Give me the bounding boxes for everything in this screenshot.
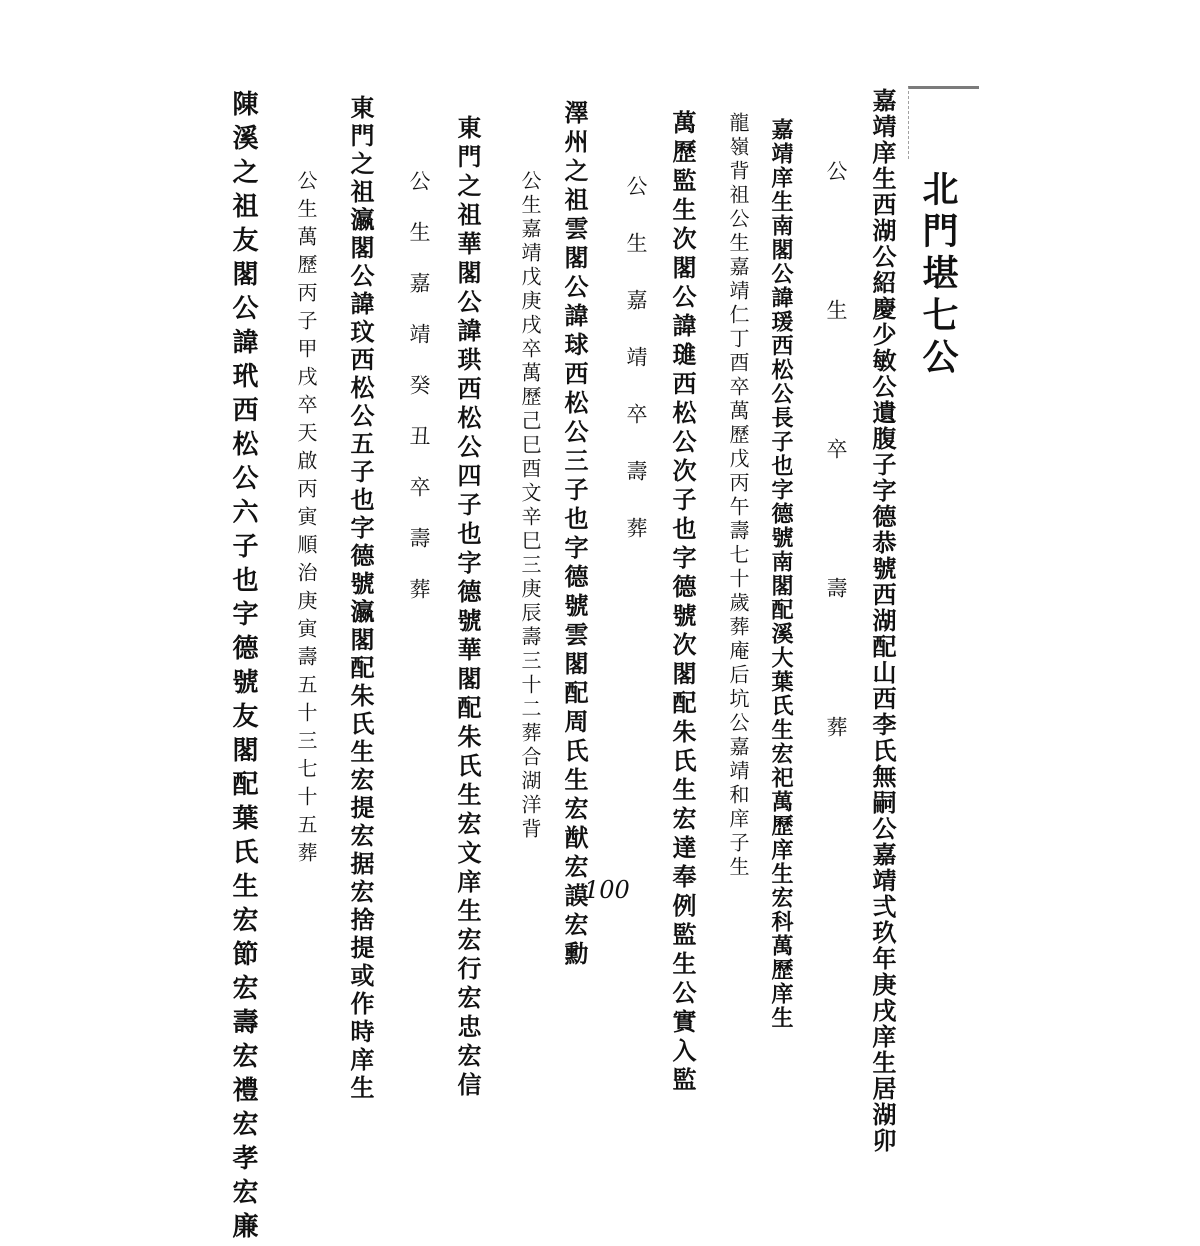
text-column-6: 公生嘉靖卒壽葬 xyxy=(624,175,648,574)
text-column-7: 澤州之祖雲閣公諱球西松公三子也字德號雲閣配周氏生宏猷宏謨宏勳 xyxy=(560,100,589,970)
text-column-4: 龍嶺背祖公生嘉靖仁丁酉卒萬歷戊丙午壽七十歲葬庵后坑公嘉靖和庠子生 xyxy=(726,112,750,880)
text-column-1: 嘉靖庠生西湖公紹慶少敏公遺腹子字德恭號西湖配山西李氏無嗣公嘉靖弍玖年庚戌庠生居湖卯 xyxy=(868,88,897,1154)
text-column-13: 陳溪之祖友閣公諱玳西松公六子也字德號友閣配葉氏生宏節宏壽宏禮宏孝宏廉 xyxy=(228,90,258,1246)
text-column-2: 公生卒壽葬 xyxy=(824,160,848,855)
text-column-12: 公生萬歷丙子甲戌卒天啟丙寅順治庚寅壽五十三七十五葬 xyxy=(294,170,318,870)
page-title: 北門堪七公 xyxy=(917,170,959,380)
text-column-9: 東門之祖華閣公諱珙西松公四子也字德號華閣配朱氏生宏文庠生宏行宏忠宏信 xyxy=(453,115,482,1101)
text-column-5: 萬歷監生次閣公諱璡西松公次子也字德號次閣配朱氏生宏達奉例監生公實入監 xyxy=(668,110,697,1096)
text-column-11: 東門之祖瀛閣公諱玟西松公五子也字德號瀛閣配朱氏生宏提宏据宏捨提或作時庠生 xyxy=(346,95,375,1103)
genealogy-text-block xyxy=(200,80,990,1246)
page-number: 100 xyxy=(584,876,630,904)
text-column-10: 公生嘉靖癸丑卒壽葬 xyxy=(407,170,431,629)
text-column-3: 嘉靖庠生南閣公諱瑗西松公長子也字德號南閣配溪大葉氏生宏祀萬歷庠生宏科萬歷庠生 xyxy=(768,118,794,1030)
text-column-8: 公生嘉靖戊庚戌卒萬歷己巳酉文辛巳三庚辰壽三十二葬合湖洋背 xyxy=(518,170,542,842)
